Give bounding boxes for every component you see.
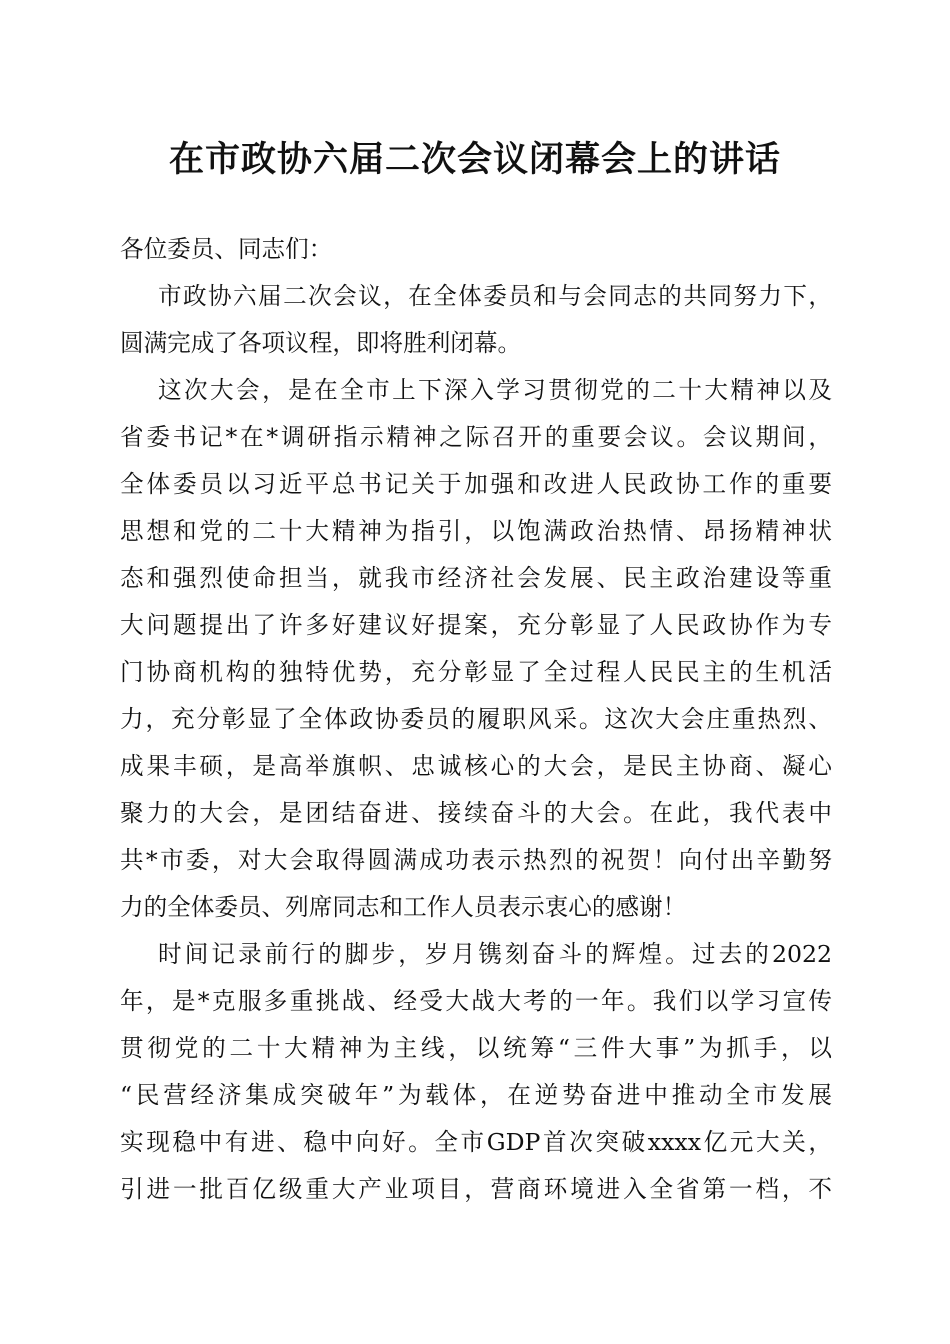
body-line: 成果丰硕，是高举旗帜、忠诚核心的大会，是民主协商、凝心 — [120, 752, 832, 780]
body-line: 全体委员以习近平总书记关于加强和改进人民政协工作的重要 — [120, 470, 832, 498]
body-line: 态和强烈使命担当，就我市经济社会发展、民主政治建设等重 — [120, 564, 832, 592]
body-line: 大问题提出了许多好建议好提案，充分彰显了人民政协作为专 — [120, 611, 832, 639]
body-line: 聚力的大会，是团结奋进、接续奋斗的大会。在此，我代表中 — [120, 799, 832, 827]
document-title: 在市政协六届二次会议闭幕会上的讲话 — [168, 139, 781, 180]
paragraph-lines — [120, 273, 832, 1213]
document-body — [120, 226, 832, 1213]
body-line: 年，是*克服多重挑战、经受大战大考的一年。我们以学习宣传 — [120, 987, 832, 1015]
body-line: 贯彻党的二十大精神为主线，以统筹“三件大事”为抓手，以 — [120, 1034, 832, 1062]
body-line: 力的全体委员、列席同志和工作人员表示衷心的感谢！ — [120, 893, 687, 921]
body-line: 力，充分彰显了全体政协委员的履职风采。这次大会庄重热烈、 — [120, 705, 832, 733]
body-line: 共*市委，对大会取得圆满成功表示热烈的祝贺！向付出辛勤努 — [120, 846, 832, 874]
body-line: 市政协六届二次会议，在全体委员和与会同志的共同努力下， — [158, 282, 832, 310]
body-line: 省委书记*在*调研指示精神之际召开的重要会议。会议期间， — [120, 423, 832, 451]
body-line: 实现稳中有进、稳中向好。全市GDP首次突破xxxx亿元大关， — [120, 1128, 832, 1156]
body-line: 引进一批百亿级重大产业项目，营商环境进入全省第一档，不 — [120, 1175, 832, 1203]
body-line: 门协商机构的独特优势，充分彰显了全过程人民民主的生机活 — [120, 658, 832, 686]
body-line: “民营经济集成突破年”为载体，在逆势奋进中推动全市发展 — [120, 1081, 832, 1109]
body-line: 圆满完成了各项议程，即将胜利闭幕。 — [120, 329, 522, 357]
body-line: 思想和党的二十大精神为指引，以饱满政治热情、昂扬精神状 — [120, 517, 832, 545]
body-line: 时间记录前行的脚步，岁月镌刻奋斗的辉煌。过去的2022 — [158, 940, 832, 968]
body-line: 这次大会，是在全市上下深入学习贯彻党的二十大精神以及 — [158, 376, 832, 404]
salutation: 各位委员、同志们： — [120, 235, 333, 263]
